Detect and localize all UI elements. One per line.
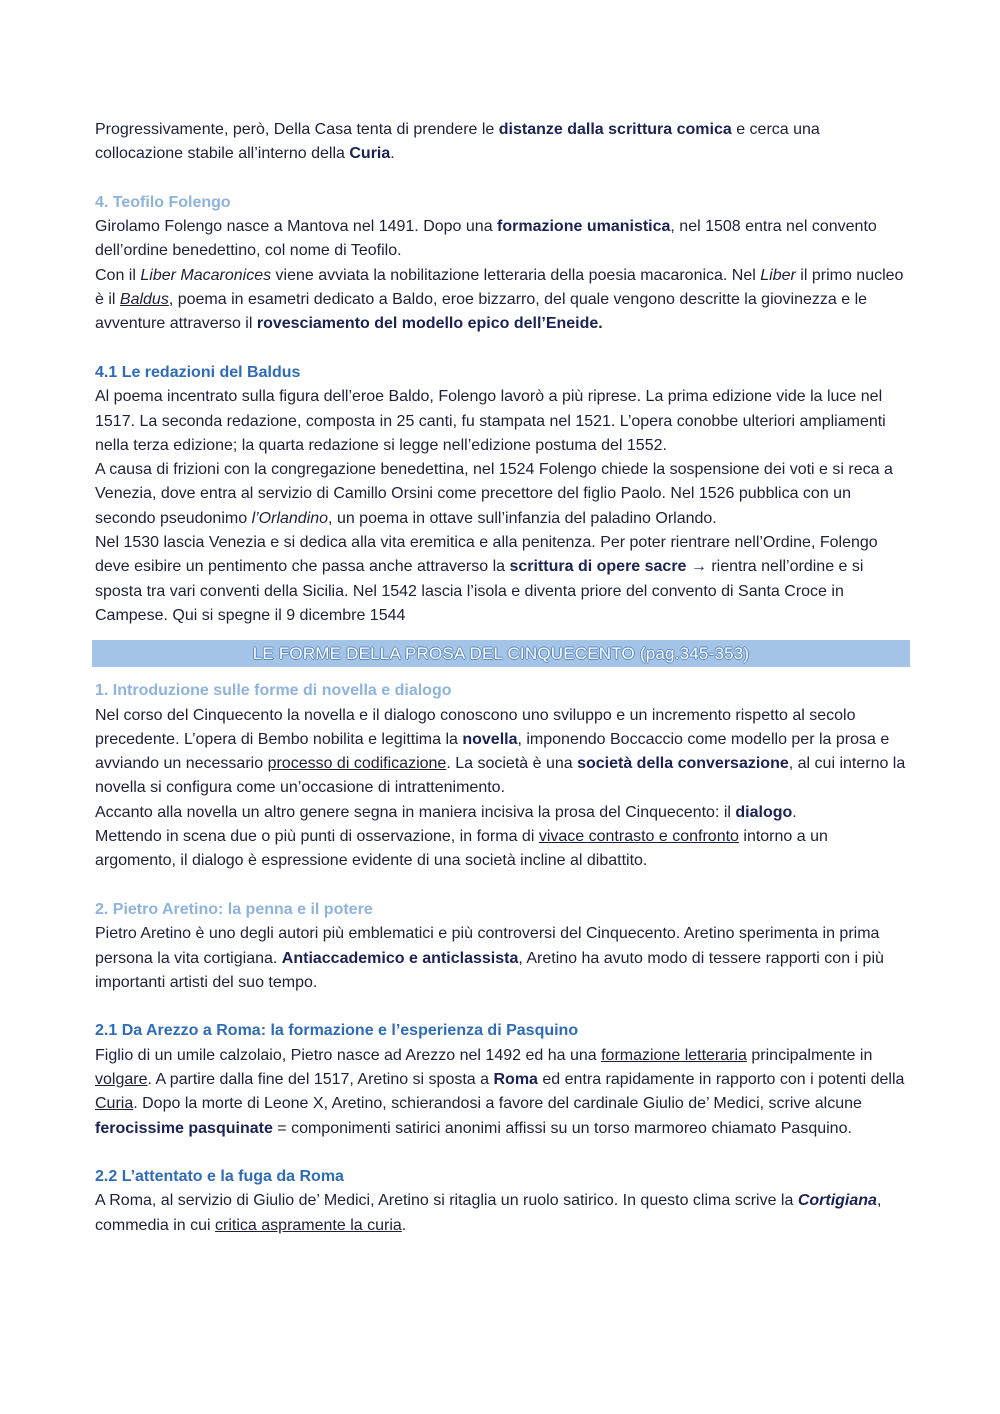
heading-novella-dialogo: 1. Introduzione sulle forme di novella e dialogo — [95, 682, 452, 700]
heading-attentato: 2.2 L’attentato e la fuga da Roma — [95, 1168, 344, 1186]
text: . Dopo la morte di Leone X, Aretino, schierandosi a favore del cardinale Giulio de’ Medici, scrive alcune — [133, 1095, 862, 1113]
underlined-text: processo di codificazione — [267, 755, 447, 773]
text: Figlio di un umile calzolaio, Pietro nasce ad Arezzo nel 1492 ed ha una — [95, 1046, 602, 1064]
paragraph-formazione — [95, 1044, 907, 1141]
paragraph-della-casa — [95, 118, 907, 167]
underlined-text: vivace contrasto e confronto — [538, 828, 739, 846]
document-body — [95, 118, 907, 1238]
bold-italic-text: Cortigiana — [797, 1192, 877, 1210]
underlined-text: volgare — [95, 1070, 148, 1088]
bold-text: Curia — [349, 145, 391, 163]
text: A Roma, al servizio di Giulio de’ Medici, Aretino si ritaglia un ruolo satirico. In questo clima scrive la — [95, 1192, 798, 1210]
text: , poema in esametri dedicato a Baldo, eroe bizzarro, del quale vengono descritte la giovinezza e le avventure attraverso il — [95, 291, 868, 333]
text: . — [390, 145, 395, 163]
heading-redazioni-baldus: 4.1 Le redazioni del Baldus — [95, 363, 301, 381]
text: Girolamo Folengo nasce a Mantova nel 1491. Dopo una — [95, 218, 498, 236]
text: e cerca una collocazione stabile all’interno della — [95, 121, 820, 163]
text: , imponendo Boccaccio come modello per la prosa e avviando un necessario — [95, 730, 890, 773]
text: , nel 1508 entra nel convento dell’ordine benedettino, col nome di Teofilo. — [95, 218, 877, 260]
text: Nel corso del Cinquecento la novella e il dialogo conoscono uno sviluppo e un incremento rispetto al secolo precedente. L’opera di Bembo nobilita e legittima la — [95, 706, 856, 748]
italic-text: Liber — [760, 266, 796, 284]
text: intorno a un argomento, il dialogo è espressione evidente di una società incline al dibattito. — [95, 828, 828, 870]
bold-text: rovesciamento del modello epico dell’Eneide. — [256, 315, 603, 333]
text: viene avviata la nobilitazione letteraria della poesia macaronica. Nel — [271, 266, 761, 284]
paragraph-folengo-birth — [95, 215, 907, 264]
bold-text: formazione umanistica — [497, 218, 671, 236]
text: Con il — [95, 266, 141, 284]
text: A causa di frizioni con la congregazione benedettina, nel 1524 Folengo chiede la sospensione dei voti e si reca a Venezia, dove entra al servizio di Camillo Orsini come precettore del figlio Paolo. Nel 1526 pubblica con un secondo pseudonimo — [95, 461, 893, 527]
text: , Aretino ha avuto modo di tessere rapporti con i più importanti artisti del suo tempo. — [95, 949, 884, 991]
text: , un poema in ottave sull’infanzia del paladino Orlando. — [328, 509, 717, 527]
text: . La società è una — [446, 755, 578, 773]
bold-text: Roma — [493, 1070, 538, 1088]
bold-text: scrittura di opere sacre → — [509, 558, 707, 576]
underlined-text: Curia — [95, 1095, 134, 1113]
text: ed entra rapidamente in rapporto con i potenti della — [537, 1070, 905, 1088]
paragraph-novella — [95, 704, 907, 801]
paragraph-dialogo — [95, 801, 907, 825]
paragraph-cortigiana — [95, 1189, 907, 1238]
bold-text: novella — [462, 730, 518, 748]
italic-underlined-text: Baldus — [119, 291, 169, 309]
text: il primo nucleo è il — [95, 266, 904, 309]
text: . — [792, 803, 797, 821]
heading-teofilo-folengo: 4. Teofilo Folengo — [95, 193, 231, 211]
italic-text: l’Orlandino — [251, 509, 329, 527]
paragraph-baldus-editions: Al poema incentrato sulla figura dell’eroe Baldo, Folengo lavorò a più riprese. La prima edizione vide la luce nel 1517. La seconda redazione, composta in 25 canti, fu stampata nel 1521. L’opera conobbe ulteriori ampliamenti nella terza edizione; la quarta redazione si legge nell’edizione postuma del 1552. — [95, 388, 886, 454]
paragraph-vita-eremitica — [95, 531, 907, 628]
text: principalmente in — [746, 1046, 873, 1064]
underlined-text: formazione letteraria — [601, 1046, 747, 1064]
text: . — [401, 1216, 407, 1234]
text: Accanto alla novella un altro genere segna in maniera incisiva la prosa del Cinquecento: il — [95, 803, 736, 821]
text: Nel 1530 lascia Venezia e si dedica alla vita eremitica e alla penitenza. Per poter rientrare nell’Ordine, Folengo deve esibire un pentimento che passa anche attraverso la — [95, 534, 878, 576]
bold-text: distanze dalla scrittura comica — [498, 121, 732, 138]
text: . A partire dalla fine del 1517, Aretino si sposta a — [147, 1070, 494, 1088]
section-banner: LE FORME DELLA PROSA DEL CINQUECENTO (pag.345-353) — [92, 640, 910, 667]
paragraph-venezia — [95, 458, 907, 531]
heading-pietro-aretino: 2. Pietro Aretino: la penna e il potere — [95, 900, 373, 918]
text: = componimenti satirici anonimi affissi su un torso marmoreo chiamato Pasquino. — [272, 1119, 852, 1137]
bold-text: ferocissime pasquinate — [95, 1119, 273, 1137]
heading-arezzo-roma: 2.1 Da Arezzo a Roma: la formazione e l’esperienza di Pasquino — [95, 1022, 579, 1040]
text: , al cui interno la novella si configura come un’occasione di intrattenimento. — [95, 755, 906, 797]
bold-text: dialogo — [735, 803, 793, 821]
paragraph-dibattito — [95, 825, 907, 874]
bold-text: società della conversazione — [577, 755, 789, 773]
paragraph-liber-macaronices — [95, 264, 907, 337]
text: rientra nell’ordine e si sposta tra vari conventi della Sicilia. Nel 1542 lascia l’isola e diventa priore del convento di Santa Croce in Campese. Qui si spegne il 9 dicembre 1544 — [95, 558, 864, 624]
text: Mettendo in scena due o più punti di osservazione, in forma di — [95, 828, 539, 846]
underlined-text: critica aspramente la curia — [215, 1216, 402, 1234]
text: , commedia in cui — [95, 1192, 882, 1234]
text: Progressivamente, però, Della Casa tenta di prendere le — [95, 121, 499, 138]
italic-text: Liber Macaronices — [140, 266, 272, 284]
bold-text: Antiaccademico e anticlassista — [281, 949, 519, 967]
paragraph-aretino — [95, 922, 907, 995]
text: Pietro Aretino è uno degli autori più emblematici e più controversi del Cinquecento. Aretino sperimenta in prima persona la vita cortigiana. — [95, 925, 880, 967]
